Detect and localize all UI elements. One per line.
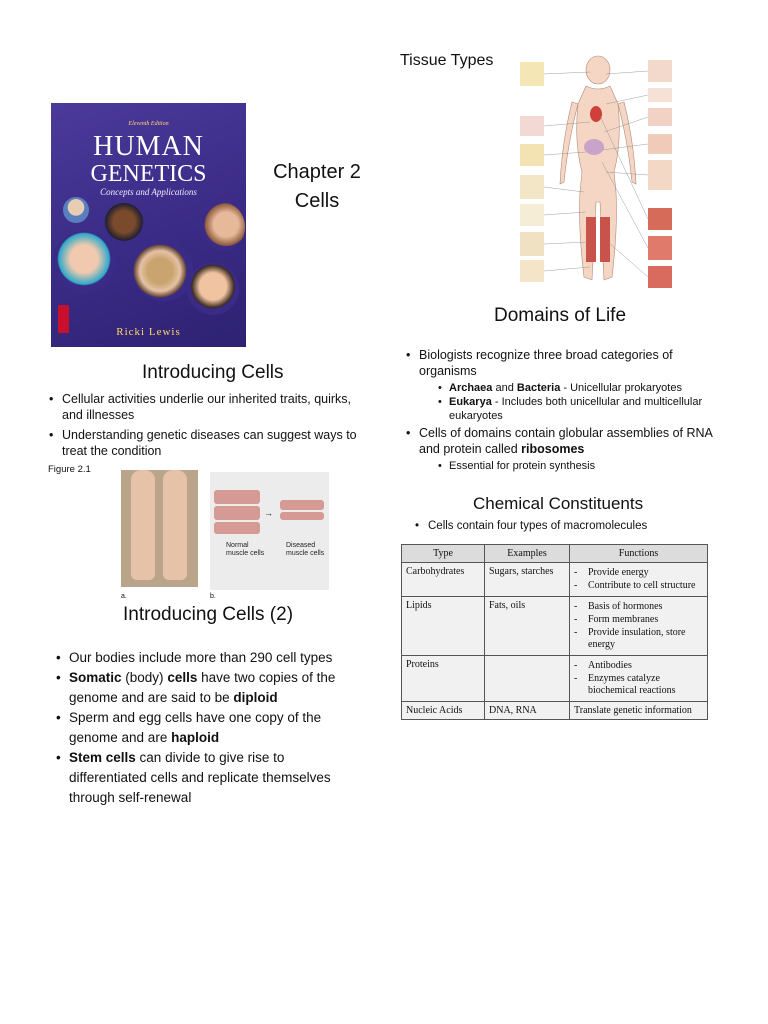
domains-bullets (403, 347, 723, 475)
cover-photo-dog-boy (133, 241, 193, 301)
tissue-right-column (648, 60, 672, 288)
list-item: • Archaea and Bacteria - Unicellular prokaryotes (435, 381, 723, 395)
list-item: • Biologists recognize three broad categories of organisms • Archaea and Bacteria - Unicellular prokaryotes • Eukarya - Includes both unicellular and multicellular eukaryotes (403, 347, 723, 423)
intro2-title: Introducing Cells (2) (123, 604, 294, 625)
table-cell: Lipids (402, 597, 485, 656)
cover-title-line2: GENETICS (90, 161, 207, 187)
table-cell (485, 656, 570, 702)
table-cell: Nucleic Acids (402, 702, 485, 720)
table-header: Type (402, 545, 485, 563)
figure-label: Figure 2.1 (48, 464, 91, 475)
cover-edition: Eleventh Edition (128, 121, 169, 127)
chem-title: Chemical Constituents (473, 494, 644, 513)
list-item: - Enzymes catalyze biochemical reactions (574, 673, 703, 697)
table-row (402, 563, 708, 597)
intro-title: Introducing Cells (142, 362, 284, 383)
legs-photo (121, 470, 198, 587)
table-row (402, 656, 708, 702)
cover-photo-man (63, 197, 89, 223)
table-cell: Translate genetic information (570, 702, 708, 720)
table-row (402, 702, 708, 720)
list-item: • Stem cells can divide to give rise to differentiated cells and replicate themselves through self-renewal (53, 748, 363, 808)
list-item: • Cells contain four types of macromolecules (412, 520, 647, 532)
muscle-diagram (210, 472, 329, 590)
table-cell: Carbohydrates (402, 563, 485, 597)
list-item: - Contribute to cell structure (574, 580, 703, 592)
chapter-line1: Chapter 2 (273, 161, 361, 183)
list-item: • Cells of domains contain globular assemblies of RNA and protein called ribosomes • Essential for protein synthesis (403, 425, 723, 473)
list-item: • Essential for protein synthesis (435, 459, 723, 473)
chapter-title (262, 158, 372, 216)
domains-title: Domains of Life (494, 305, 627, 326)
diseased-muscle-cells (280, 512, 324, 520)
table-cell (570, 656, 708, 702)
diseased-muscle-cells (280, 500, 324, 510)
table-cell: DNA, RNA (485, 702, 570, 720)
figure-part-b: b. (210, 593, 216, 600)
tissue-types-title: Tissue Types (400, 52, 494, 69)
list-item: • Sperm and egg cells have one copy of the genome and are haploid (53, 708, 363, 748)
macromolecules-table (401, 544, 708, 720)
arrow-icon: → (264, 508, 273, 518)
intro2-bullets (53, 648, 363, 808)
normal-muscle-cells (214, 522, 260, 534)
book-cover (51, 103, 246, 347)
cover-photo-woman (203, 203, 245, 251)
cover-photo-baby (53, 231, 115, 293)
list-item: - Basis of hormones (574, 601, 703, 613)
list-item: • Our bodies include more than 290 cell types (53, 648, 363, 668)
list-item: • Cellular activities underlie our inherited traits, quirks, and illnesses (46, 391, 364, 423)
table-cell: Proteins (402, 656, 485, 702)
cover-photo-boy (187, 263, 239, 315)
cover-subtitle: Concepts and Applications (100, 187, 197, 197)
figure-part-a: a. (121, 593, 127, 600)
cover-title-line1: HUMAN (93, 131, 204, 162)
list-item: • Somatic (body) cells have two copies of the genome and are said to be diploid (53, 668, 363, 708)
chem-bullets (412, 520, 647, 532)
normal-muscle-label: Normal muscle cells (226, 542, 265, 557)
table-cell (570, 563, 708, 597)
domains-sub-list (435, 381, 723, 423)
list-item: - Form membranes (574, 614, 703, 626)
table-header-row (402, 545, 708, 563)
table-header: Examples (485, 545, 570, 563)
table-cell: Sugars, starches (485, 563, 570, 597)
cover-author: Ricki Lewis (116, 326, 181, 338)
table-cell (570, 597, 708, 656)
list-item: - Provide energy (574, 567, 703, 579)
cover-photo-girl (103, 203, 145, 245)
tissue-types-figure (506, 52, 710, 292)
diseased-muscle-label: Diseased muscle cells (286, 542, 325, 557)
chapter-line2: Cells (294, 190, 340, 212)
domains-sub-list (435, 459, 723, 473)
list-item: • Eukarya - Includes both unicellular and multicellular eukaryotes (435, 395, 723, 423)
table-header: Functions (570, 545, 708, 563)
normal-muscle-cells (214, 506, 260, 520)
intro-bullets (46, 391, 364, 463)
list-item: - Provide insulation, store energy (574, 627, 703, 651)
list-item: • Understanding genetic diseases can suggest ways to treat the condition (46, 427, 364, 459)
table-row (402, 597, 708, 656)
list-item: - Antibodies (574, 660, 703, 672)
table-cell: Fats, oils (485, 597, 570, 656)
normal-muscle-cells (214, 490, 260, 504)
